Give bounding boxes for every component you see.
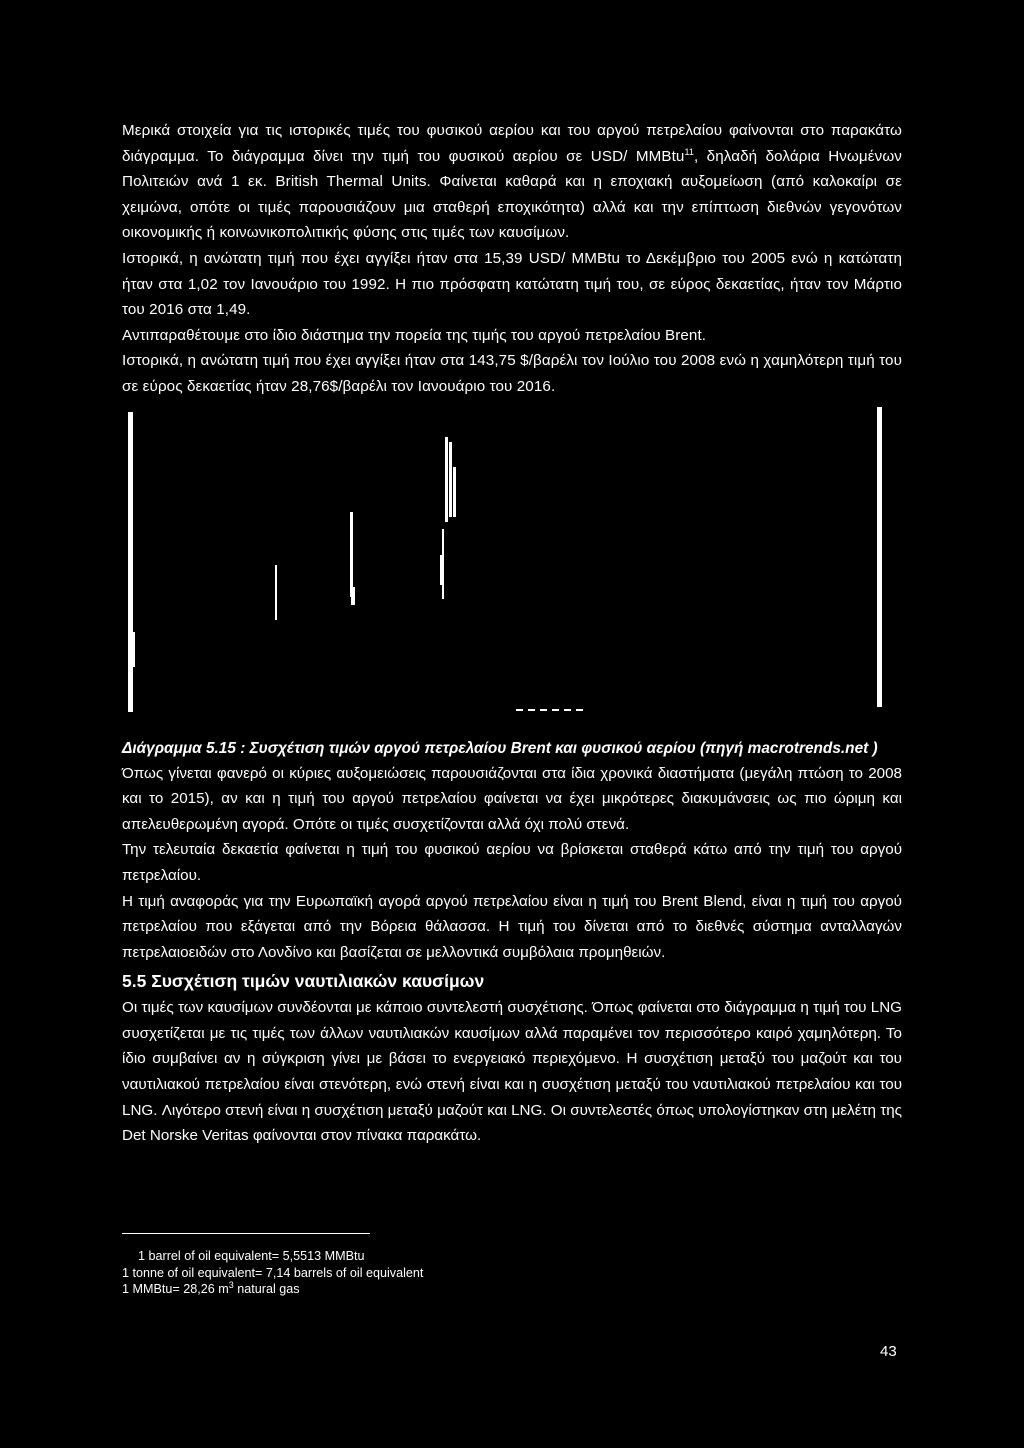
- footnote-boe: 1 barrel of oil equivalent= 5,5513 MMBtu: [138, 1249, 365, 1263]
- footnote-mmbtu-text-a: 1 MMBtu= 28,26 m: [122, 1282, 229, 1296]
- intro-section: [122, 118, 902, 400]
- paragraph-brent-blend: Η τιμή αναφοράς για την Ευρωπαϊκή αγορά αργού πετρελαίου είναι η τιμή του Brent Blend, είναι η τιμή του αργού πετρελαίου που εξάγεται από την Βόρεια θάλασσα. Η τιμή του δίνεται από το διεθνές σύστημα ανταλλαγών πετρελαιοειδών στο Λονδίνο και βασίζεται σε μελλοντικά συμβόλαια προμηθειών.: [122, 892, 902, 961]
- chart-legend-dash: [552, 709, 559, 711]
- chart-line-segment: [453, 467, 456, 517]
- chart-line-segment: [275, 565, 277, 620]
- paragraph-gas-history: Ιστορικά, η ανώτατη τιμή που έχει αγγίξει ήταν στα 15,39 USD/ MMBtu το Δεκέμβριο του 2005 ενώ η κατώτατη ήταν στα 1,02 τον Ιανουάριο του 1992. Η πιο πρόσφατη κατώτατη τιμή του, σε εύρος δεκαετίας, ήταν τον Μάρτιο του 2016 στα 1,49.: [122, 249, 902, 319]
- page-number: 43: [880, 1343, 897, 1360]
- chart-border-left: [128, 412, 133, 712]
- chart-figure: [122, 407, 902, 727]
- footnote-marker-11: 11: [684, 146, 694, 157]
- chart-legend-dash: [576, 709, 583, 711]
- chart-legend-dash: [516, 709, 523, 711]
- footnote-toe: 1 tonne of oil equivalent= 7,14 barrels of oil equivalent: [122, 1265, 424, 1280]
- paragraph-intro: [122, 118, 902, 246]
- chart-line-segment: [131, 632, 135, 667]
- chart-line-segment: [445, 437, 448, 522]
- paragraph-correlation: Όπως γίνεται φανερό οι κύριες αυξομειώσεις παρουσιάζονται στα ίδια χρονικά διαστήματα (μεγάλη πτώση το 2008 και το 2015), αν και η τιμή του αργού πετρελαίου φαίνεται να έχει μικρότερες διακυμάνσεις ως πιο ώριμη και απελευθερωμένη αγορά. Οπότε οι τιμές συσχετίζονται αλλά όχι πολύ στενά.: [122, 764, 902, 833]
- paragraph-intro-text-b: , δηλαδή δολάρια Ηνωμένων Πολιτειών ανά 1 εκ. British Thermal Units. Φαίνεται καθαρά και η εποχιακή αυξομείωση (από καλοκαίρι σε χειμώνα, οπότε οι τιμές παρουσιάζουν μια σταθερή εποχικότητα) αλλά και την επίπτωση διεθνών γεγονότων οικονομικής ή κοινωνικοπολιτικής φύσης στις τιμές των καυσίμων.: [122, 147, 902, 242]
- chart-line-segment: [442, 529, 444, 599]
- paragraph-intro-text-a: Μερικά στοιχεία για τις ιστορικές τιμές του φυσικού αερίου και του αργού πετρελαίου φαίνονται στο παρακάτω διάγραμμα. Το διάγραμμα δίνει την τιμή του φυσικού αερίου σε USD/ MMBtu: [122, 122, 902, 165]
- chart-legend-dash: [528, 709, 535, 711]
- paragraph-brent-history: Ιστορικά, η ανώτατη τιμή που έχει αγγίξει ήταν στα 143,75 $/βαρέλι τον Ιούλιο του 2008 ενώ η χαμηλότερη τιμή του σε εύρος δεκαετίας ήταν 28,76$/βαρέλι τον Ιανουάριο του 2016.: [122, 352, 902, 395]
- footnote-mmbtu-text-b: natural gas: [233, 1282, 300, 1296]
- footnote-mmbtu-sup: 3: [228, 1279, 234, 1290]
- paragraph-brent-intro: Αντιπαραθέτουμε στο ίδιο διάστημα την πορεία της τιμής του αργού πετρελαίου Brent.: [122, 326, 707, 344]
- figure-caption: Διάγραμμα 5.15 : Συσχέτιση τιμών αργού πετρελαίου Brent και φυσικού αερίου (πηγή macrotrends.net ): [122, 739, 878, 757]
- footnote-separator: [122, 1233, 370, 1234]
- body-section: [122, 761, 902, 1149]
- section-heading: 5.5 Συσχέτιση τιμών ναυτιλιακών καυσίμων: [122, 971, 485, 992]
- chart-line-segment: [351, 587, 355, 605]
- paragraph-last-decade: Την τελευταία δεκαετία φαίνεται η τιμή του φυσικού αερίου να βρίσκεται σταθερά κάτω από την τιμή του αργού πετρελαίου.: [122, 841, 902, 884]
- footnotes: [122, 1233, 622, 1298]
- chart-legend-dash: [540, 709, 547, 711]
- chart-line-segment: [350, 512, 353, 597]
- chart-line-segment: [449, 442, 452, 517]
- chart-border-right: [877, 407, 882, 707]
- chart-line-segment: [440, 555, 442, 585]
- chart-legend-dash: [564, 709, 571, 711]
- footnote-mmbtu: [122, 1281, 622, 1298]
- paragraph-marine-fuels: Οι τιμές των καυσίμων συνδέονται με κάποιο συντελεστή συσχέτισης. Όπως φαίνεται στο διάγραμμα η τιμή του LNG συσχετίζεται με τις τιμές των άλλων ναυτιλιακών καυσίμων αλλά παραμένει τον περισσότερο καιρό χαμηλότερη. Το ίδιο συμβαίνει αν η σύγκριση γίνει με βάσει το ενεργειακό περιεχόμενο. Η συσχέτιση μεταξύ του μαζούτ και του ναυτιλιακού πετρελαίου είναι στενότερη, ενώ στενή είναι και η συσχέτιση μεταξύ του ναυτιλιακού πετρελαίου και του LNG. Λιγότερο στενή είναι η συσχέτιση μεταξύ μαζούτ και LNG. Οι συντελεστές όπως υπολογίστηκαν στη μελέτη της Det Norske Veritas φαίνονται στον πίνακα παρακάτω.: [122, 999, 902, 1145]
- document-page: [122, 118, 902, 1149]
